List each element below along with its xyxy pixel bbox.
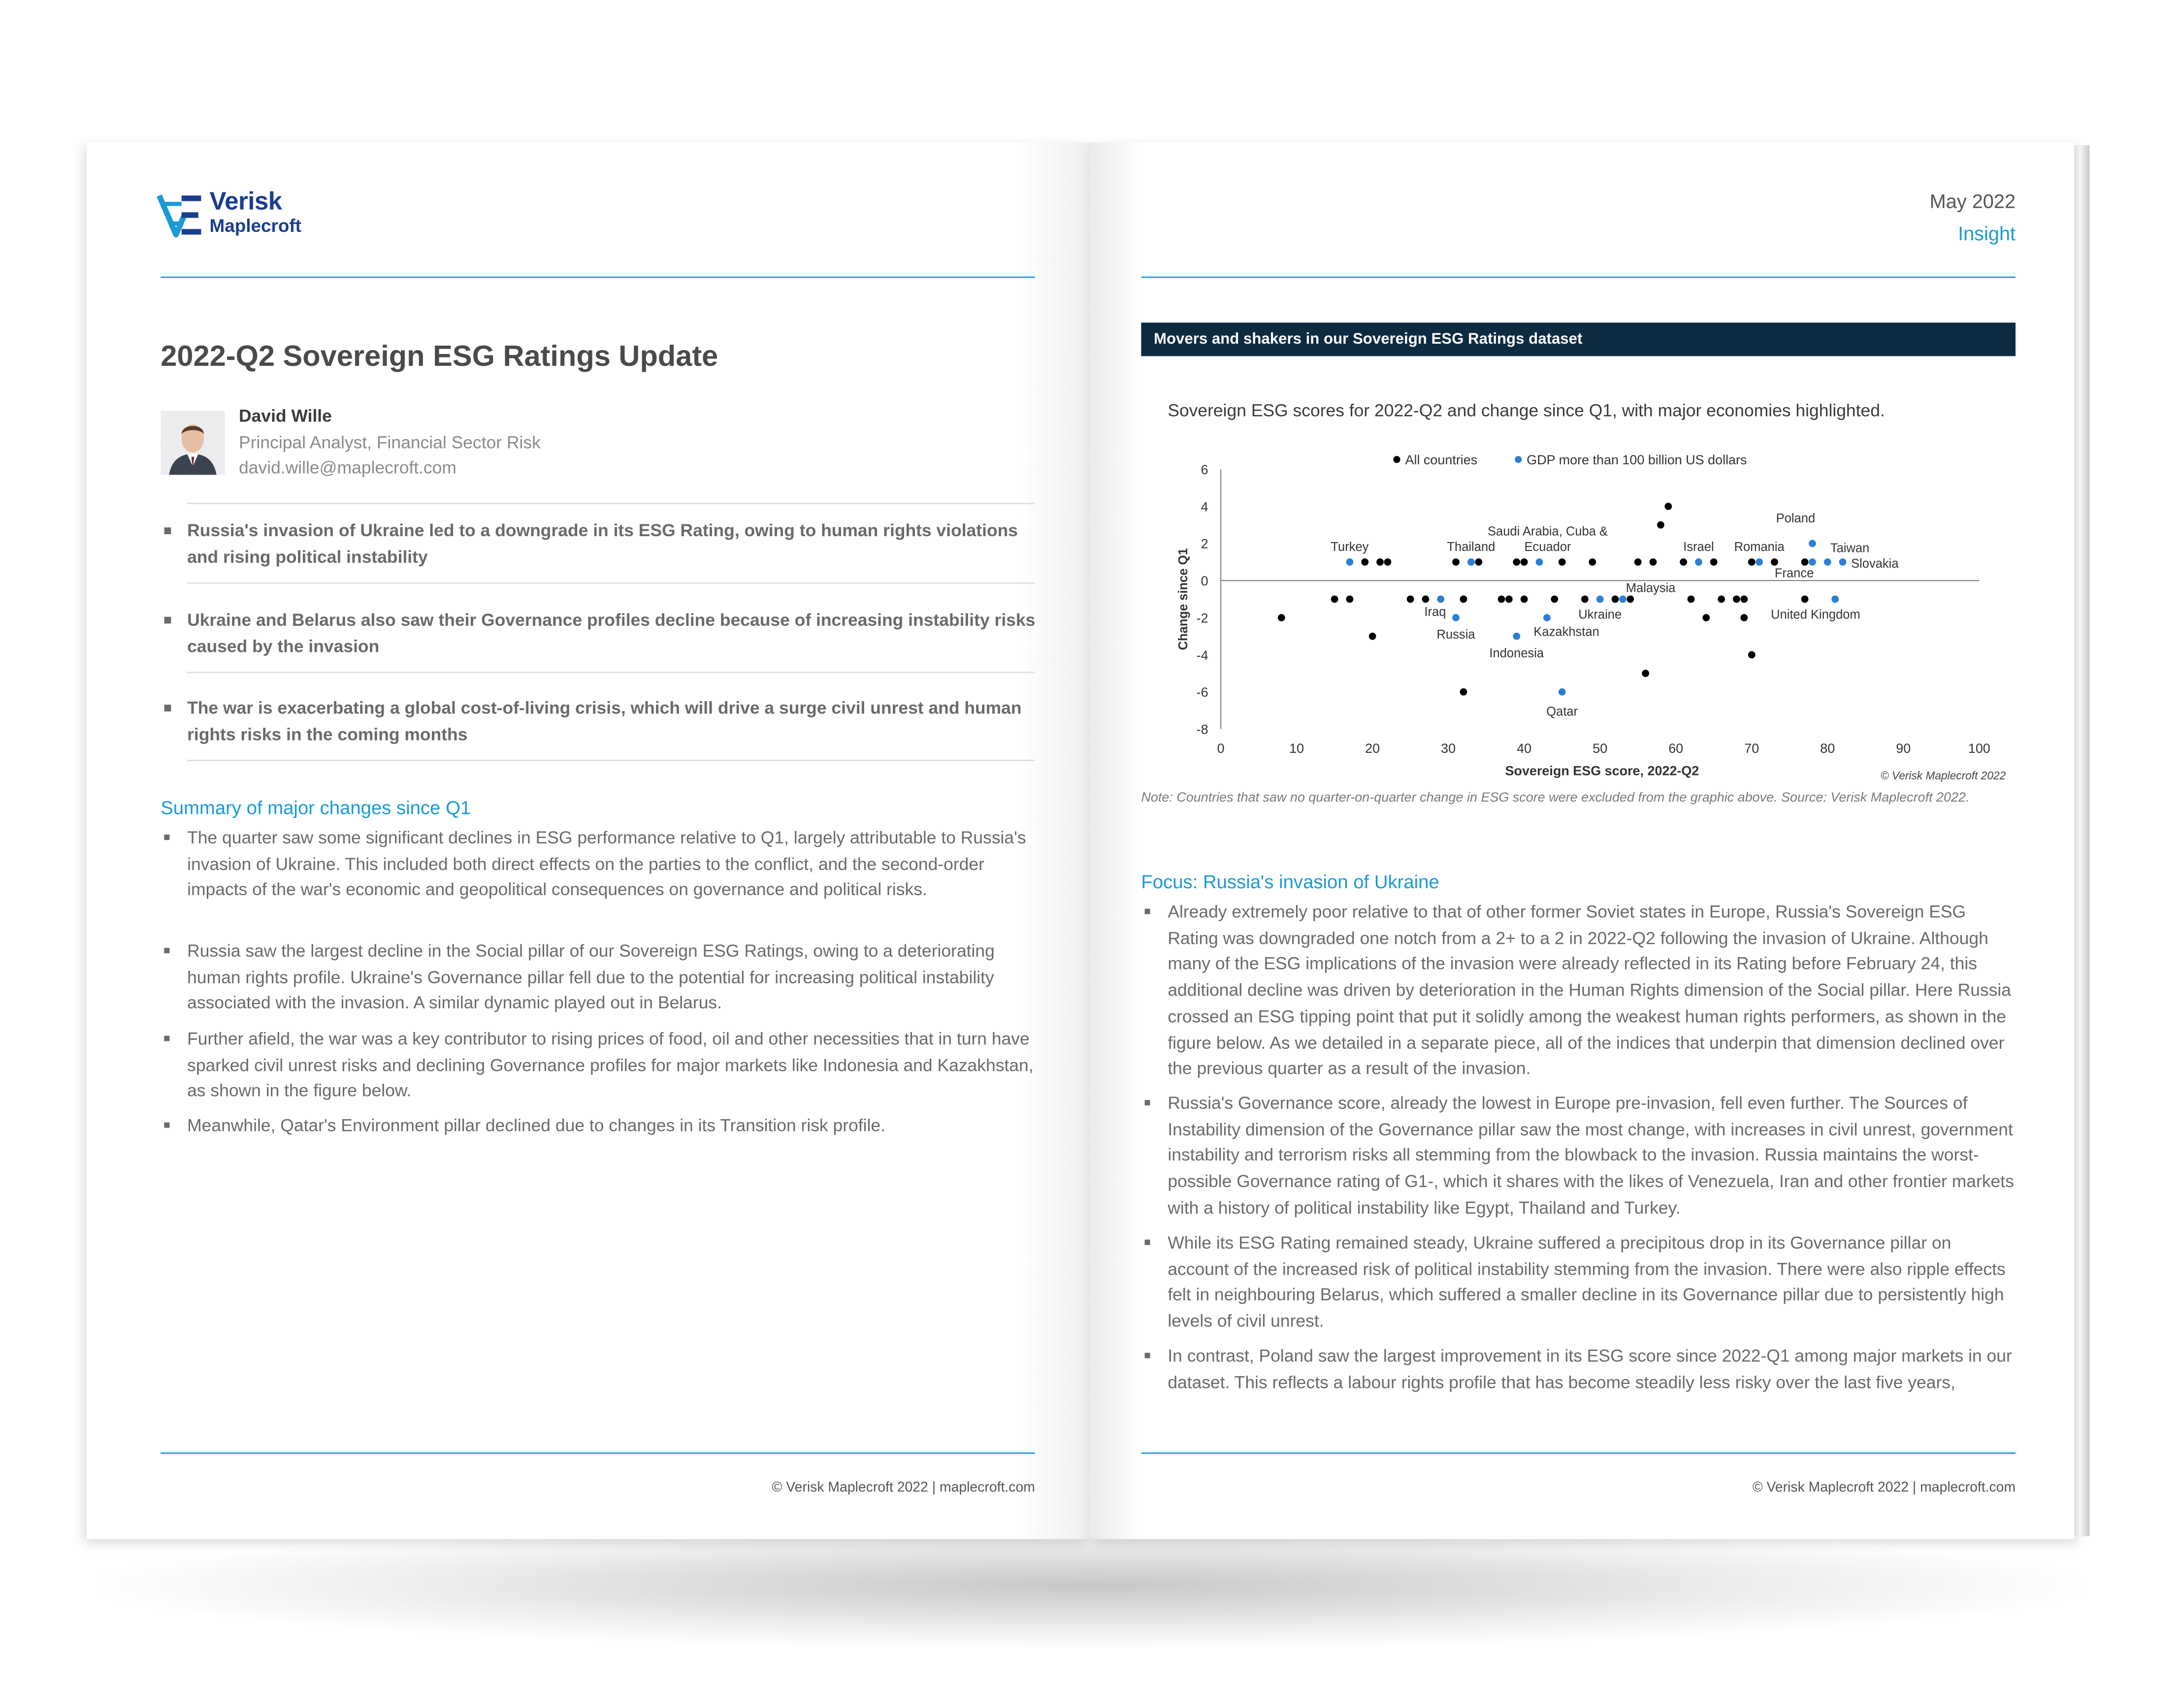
y-tick-label: 0 — [1201, 574, 1208, 589]
chart-copyright: © Verisk Maplecroft 2022 — [1880, 769, 2006, 782]
bullet-icon: ■ — [1144, 1236, 1151, 1249]
data-point-all-countries — [1278, 614, 1285, 621]
summary-text: Further afield, the war was a key contributor to rising prices of food, oil and other necessities that in turn have sparked civil unrest risks and declining Governance profiles for major markets like Indonesia and Kazakhstan, as shown in the figure below. — [187, 1029, 1034, 1101]
left-footer: © Verisk Maplecroft 2022 | maplecroft.com — [772, 1480, 1035, 1496]
x-tick-label: 30 — [1441, 741, 1456, 756]
summary-item — [163, 825, 1037, 903]
data-point-major-economy — [1756, 558, 1763, 566]
footer-rule — [161, 1452, 1035, 1454]
legend-marker-all-countries — [1393, 456, 1400, 463]
y-tick-label: 2 — [1201, 536, 1208, 551]
data-point-major-economy — [1346, 558, 1354, 566]
focus-item — [1144, 1344, 2017, 1395]
data-point-all-countries — [1680, 558, 1687, 566]
x-tick-label: 10 — [1289, 741, 1304, 756]
data-point-major-economy — [1467, 558, 1475, 566]
key-points-divider — [187, 672, 1035, 673]
x-tick-label: 60 — [1668, 741, 1684, 756]
data-point-all-countries — [1626, 595, 1634, 603]
country-label: Ecuador — [1524, 540, 1571, 554]
data-point-all-countries — [1513, 558, 1520, 566]
chart-heading-bar: Movers and shakers in our Sovereign ESG Ratings dataset — [1141, 322, 2016, 356]
x-tick-label: 90 — [1896, 741, 1911, 756]
bullet-icon: ■ — [163, 613, 172, 629]
scatter-chart-svg — [1141, 444, 2021, 788]
data-point-all-countries — [1771, 558, 1778, 566]
data-point-major-economy — [1437, 595, 1444, 603]
data-point-all-countries — [1589, 558, 1596, 566]
y-axis-label: Change since Q1 — [1176, 548, 1191, 650]
bullet-icon: ■ — [163, 831, 170, 844]
x-tick-label: 80 — [1820, 741, 1835, 756]
summary-text: The quarter saw some significant declines in ESG performance relative to Q1, largely attributable to Russia's invasion of Ukraine. This included both direct effects on the parties to the conflict, and the second-order impacts of the war's economic and geopolitical consequences on governance and political risks. — [187, 828, 1026, 900]
data-point-major-economy — [1559, 688, 1566, 696]
author-avatar — [161, 411, 225, 475]
logo-wordmark-verisk: Verisk — [209, 187, 282, 215]
data-point-all-countries — [1498, 595, 1505, 603]
country-label: Turkey — [1331, 540, 1369, 554]
x-tick-label: 100 — [1968, 741, 1990, 756]
data-point-all-countries — [1581, 595, 1589, 603]
key-point-item — [163, 518, 1039, 571]
bullet-icon: ■ — [163, 1032, 170, 1045]
country-label: Thailand — [1447, 540, 1496, 554]
y-tick-label: -2 — [1196, 611, 1208, 626]
summary-heading: Summary of major changes since Q1 — [161, 797, 471, 819]
data-point-major-economy — [1824, 558, 1831, 566]
page-stack-edge — [2074, 145, 2089, 1536]
bullet-icon: ■ — [163, 944, 170, 957]
summary-text: Russia saw the largest decline in the Social pillar of our Sovereign ESG Ratings, owing to a deteriorating human rights profile. Ukraine's Governance pillar fell due to the potential for increasing political instability associated with the invasion. A similar dynamic played out in Belarus. — [187, 941, 995, 1013]
data-point-all-countries — [1748, 558, 1756, 566]
page-title: 2022-Q2 Sovereign ESG Ratings Update — [161, 341, 718, 373]
x-tick-label: 50 — [1593, 741, 1608, 756]
key-points-divider — [187, 760, 1035, 761]
data-point-all-countries — [1733, 595, 1740, 603]
data-point-major-economy — [1513, 633, 1520, 640]
data-point-all-countries — [1688, 595, 1695, 603]
y-tick-label: 6 — [1201, 462, 1208, 477]
country-label: Malaysia — [1626, 581, 1676, 595]
y-tick-label: 4 — [1201, 499, 1208, 515]
chart-note: Note: Countries that saw no quarter-on-quarter change in ESG score were excluded from the graphic above. Source: Verisk Maplecroft 2022. — [1141, 790, 1970, 806]
data-point-major-economy — [1536, 558, 1543, 566]
category-label: Insight — [1958, 222, 2016, 245]
country-label: Qatar — [1546, 705, 1578, 719]
data-point-major-economy — [1809, 540, 1816, 547]
key-point-item — [163, 696, 1039, 749]
data-point-all-countries — [1384, 558, 1392, 566]
author-email-link[interactable]: david.wille@maplecroft.com — [239, 458, 457, 478]
country-label: Romania — [1734, 540, 1785, 554]
data-point-all-countries — [1452, 558, 1460, 566]
country-label: Ukraine — [1578, 608, 1622, 622]
country-label: Saudi Arabia, Cuba & — [1488, 524, 1608, 539]
legend-label-gdp: GDP more than 100 billion US dollars — [1527, 452, 1747, 468]
y-tick-label: -4 — [1196, 647, 1208, 663]
data-point-all-countries — [1521, 558, 1528, 566]
data-point-all-countries — [1718, 595, 1725, 603]
spread-shadow — [98, 1522, 2081, 1648]
legend-marker-gdp — [1515, 456, 1522, 463]
data-point-all-countries — [1710, 558, 1718, 566]
header-rule — [1141, 277, 2016, 278]
data-point-all-countries — [1369, 633, 1376, 640]
bullet-icon: ■ — [163, 701, 172, 717]
country-label: Israel — [1683, 540, 1714, 554]
data-point-major-economy — [1695, 558, 1702, 566]
data-point-major-economy — [1619, 595, 1626, 603]
data-point-all-countries — [1559, 558, 1566, 566]
footer-rule — [1141, 1452, 2016, 1454]
data-point-all-countries — [1702, 614, 1710, 621]
scatter-chart — [1141, 444, 2021, 788]
data-point-all-countries — [1376, 558, 1384, 566]
data-point-all-countries — [1460, 595, 1467, 603]
focus-text: Russia's Governance score, already the lowest in Europe pre-invasion, fell even further. The Sources of Instability dimension of the Governance pillar saw the most change, with increases in civil unrest, government instability and terrorism risks all stemming from the blowback to the invasion. Russia maintains the worst-possible Governance rating of G1-, which it shares with the likes of Venezuela, Iran and other frontier markets with a history of political instability like Egypt, Thailand and Turkey. — [1168, 1093, 2014, 1218]
logo-wordmark-maplecroft: Maplecroft — [209, 215, 301, 236]
bullet-icon: ■ — [163, 523, 172, 539]
data-point-all-countries — [1551, 595, 1558, 603]
summary-item — [163, 1027, 1037, 1105]
author-role: Principal Analyst, Financial Sector Risk — [239, 433, 541, 453]
key-point-item — [163, 608, 1039, 661]
country-label: United Kingdom — [1771, 608, 1860, 622]
country-label: Taiwan — [1830, 541, 1870, 555]
data-point-all-countries — [1664, 503, 1672, 510]
country-label: Indonesia — [1489, 646, 1544, 660]
key-points-divider — [187, 503, 1035, 504]
author-name: David Wille — [239, 406, 332, 426]
data-point-all-countries — [1422, 595, 1430, 603]
focus-heading: Focus: Russia's invasion of Ukraine — [1141, 871, 1439, 893]
country-label: France — [1774, 566, 1814, 580]
key-point-text: The war is exacerbating a global cost-of-living crisis, which will drive a surge civil unrest and human rights risks in the coming months — [187, 698, 1022, 744]
data-point-all-countries — [1634, 558, 1642, 566]
data-point-all-countries — [1612, 595, 1619, 603]
data-point-major-economy — [1831, 595, 1839, 603]
data-point-all-countries — [1361, 558, 1368, 566]
country-label: Poland — [1776, 512, 1816, 526]
verisk-maplecroft-logo — [157, 187, 324, 243]
summary-text: Meanwhile, Qatar's Environment pillar declined due to changes in its Transition risk profile. — [187, 1116, 885, 1136]
y-tick-label: -6 — [1196, 685, 1208, 700]
data-point-all-countries — [1475, 558, 1482, 566]
data-point-all-countries — [1740, 614, 1748, 621]
data-point-all-countries — [1801, 595, 1809, 603]
data-point-all-countries — [1460, 688, 1467, 696]
data-point-major-economy — [1839, 558, 1847, 566]
data-point-all-countries — [1650, 558, 1657, 566]
key-points-divider — [187, 582, 1035, 584]
data-point-all-countries — [1657, 521, 1664, 529]
data-point-all-countries — [1505, 595, 1513, 603]
data-point-all-countries — [1801, 558, 1809, 566]
data-point-major-economy — [1543, 614, 1551, 621]
y-tick-label: -8 — [1196, 722, 1208, 737]
country-label: Slovakia — [1851, 556, 1899, 571]
data-point-all-countries — [1740, 595, 1748, 603]
focus-text: While its ESG Rating remained steady, Ukraine suffered a precipitous drop in its Governance pillar on account of the increased risk of political instability stemming from the invasion. There were also ripple effects felt in neighbouring Belarus, which suffered a smaller decline in its Governance pillar due to persistently high levels of civil unrest. — [1168, 1233, 2006, 1331]
data-point-all-countries — [1748, 651, 1756, 659]
bullet-icon: ■ — [163, 1119, 170, 1131]
data-point-all-countries — [1331, 595, 1338, 603]
x-tick-label: 40 — [1517, 741, 1532, 756]
focus-item — [1144, 1230, 2017, 1335]
publication-date: May 2022 — [1929, 190, 2016, 213]
focus-item — [1144, 900, 2017, 1082]
verisk-v-logo-icon — [157, 193, 204, 237]
country-label: Russia — [1436, 628, 1475, 642]
data-point-major-economy — [1596, 595, 1604, 603]
focus-text: In contrast, Poland saw the largest improvement in its ESG score since 2022-Q1 among major markets in our dataset. This reflects a labour rights profile that has become steadily less risky over the last five years, — [1168, 1346, 2012, 1392]
legend-label-all-countries: All countries — [1405, 452, 1478, 468]
author-photo-icon — [161, 411, 225, 475]
data-point-all-countries — [1346, 595, 1354, 603]
summary-item — [163, 938, 1037, 1017]
data-point-major-economy — [1452, 614, 1460, 621]
country-label: Kazakhstan — [1533, 625, 1599, 639]
bullet-icon: ■ — [1144, 905, 1151, 918]
x-tick-label: 70 — [1744, 741, 1759, 756]
chart-subtitle: Sovereign ESG scores for 2022-Q2 and change since Q1, with major economies highlighted. — [1168, 401, 1885, 420]
country-label: Iraq — [1424, 605, 1446, 619]
data-point-all-countries — [1521, 595, 1528, 603]
data-point-all-countries — [1407, 595, 1414, 603]
x-tick-label: 20 — [1365, 741, 1380, 756]
header-rule — [161, 277, 1035, 278]
data-point-all-countries — [1642, 670, 1649, 677]
x-tick-label: 0 — [1217, 741, 1225, 756]
bullet-icon: ■ — [1144, 1349, 1151, 1362]
focus-item — [1144, 1091, 2017, 1221]
data-point-major-economy — [1809, 558, 1816, 566]
chart-legend — [1393, 452, 1747, 467]
key-point-text: Ukraine and Belarus also saw their Governance profiles decline because of increasing instability risks caused by the invasion — [187, 610, 1036, 657]
key-point-text: Russia's invasion of Ukraine led to a downgrade in its ESG Rating, owing to human rights violations and rising political instability — [187, 521, 1018, 567]
focus-text: Already extremely poor relative to that of other former Soviet states in Europe, Russia's Sovereign ESG Rating was downgraded one notch from a 2+ to a 2 in 2022-Q2 following the invasion of Ukraine. Although many of the ESG implications of the invasion were already reflected in its Rating before February 24, this additional decline was driven by deterioration in the Human Rights dimension of the Social pillar. Here Russia crossed an ESG tipping point that put it solidly among the weakest human rights performers, as shown in the figure below. As we detailed in a separate piece, all of the indices that underpin that dimension declined over the previous quarter as a result of the invasion. — [1168, 902, 2011, 1079]
right-footer: © Verisk Maplecroft 2022 | maplecroft.com — [1752, 1480, 2016, 1496]
x-axis-label: Sovereign ESG score, 2022-Q2 — [1505, 763, 1699, 778]
summary-item — [163, 1113, 1037, 1139]
bullet-icon: ■ — [1144, 1096, 1151, 1109]
